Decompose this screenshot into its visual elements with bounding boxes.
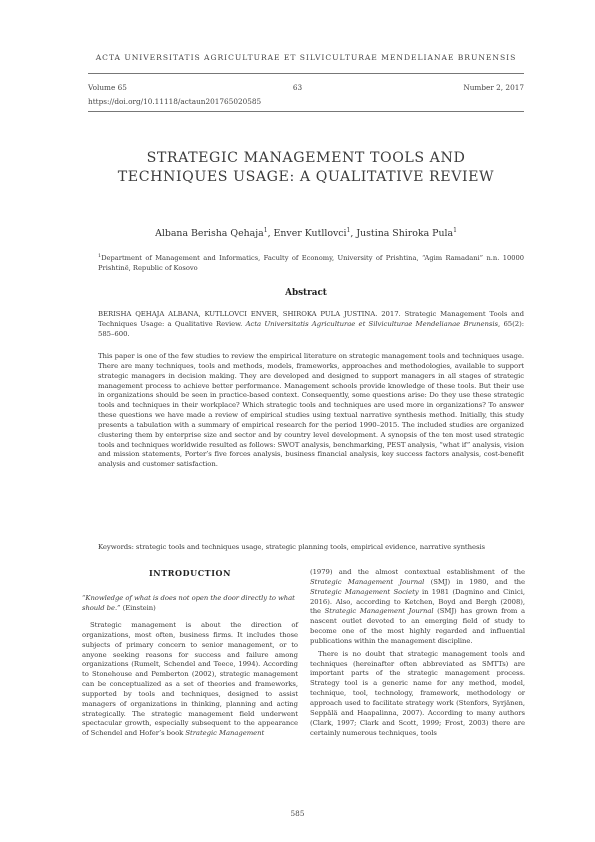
right-column — [310, 568, 525, 738]
affiliation-text: Department of Management and Informatics, Faculty of Economy, University of Prishtina, “Agim Ramadani” n.n. 10000 Prishtinë, Republic of Kosovo — [98, 254, 524, 273]
introduction-heading: INTRODUCTION — [148, 568, 232, 578]
citation — [98, 309, 524, 339]
article-title — [88, 149, 524, 187]
abstract-body: This paper is one of the few studies to review the empirical literature on strategic management tools and techniques usage. There are many techniques, tools and methods, models, frameworks, approaches and methodologies, available to support strategic managers in decision making. They are developed and designed to support managers in all stages of strategic management process to achieve better performance. Management schools provide knowledge of these tools. But their use in organizations should be seen in practice-based context. Consequently, some questions arise: Do they use these strategic tools and techniques in their workplace? Which strategic tools and techniques are used more in organizations? To answer these questions we have made a review of empirical studies using textual narrative synthesis method. Initially, this study presents a tabulation with a summary of empirical research for the period 1990–2015. The included studies are organized clustering them by enterprise size and sector and by country level development. A synopsis of the ten most used strategic tools and techniques worldwide resulted as follows: SWOT analysis, benchmarking, PEST analysis, “what if” analysis, vision and mission statements, Porter’s five forces analysis, business financial analysis, key success factors analysis, cost-benefit analysis and customer satisfaction. — [98, 352, 524, 469]
paragraph-text: Strategic management is about the direction of organizations, most often, business firms. It includes those subjects of primary concern to senior management, or to anyone seeking reasons for success and failure among organizations (Rumelt, Schendel and Teece, 1994). According to Stonehouse and Pemberton (2002), strategic management can be conceptualized as a set of theories and frameworks, supported by tools and techniques, designed to assist managers of organizations in thinking, planning and acting strategically. The strategic management field underwent spectacular growth, especially subsequent to the appearance of Schendel and Hofer’s book — [82, 621, 298, 738]
title-line-1: STRATEGIC MANAGEMENT TOOLS AND — [146, 150, 466, 166]
citation-authors: BERISHA QEHAJA ALBANA, KUTLLOVCI ENVER, SHIROKA PULA JUSTINA. 2017. Strategic Management Tools and Techniques Usage: a Qualitative Review. — [98, 310, 524, 328]
doi-link[interactable]: https://doi.org/10.11118/actaun201765020585 — [88, 97, 262, 106]
volume-label: Volume 65 — [88, 83, 127, 92]
header-rule-bottom — [88, 111, 524, 112]
epigraph-author: (Einstein) — [120, 604, 156, 612]
epigraph-quote: “Knowledge of what is does not open the door directly to what should be.” — [82, 594, 295, 612]
paragraph-text: (SMJ) in 1980, and the — [424, 577, 525, 586]
intro-paragraph-1-continued — [310, 568, 525, 647]
left-column — [82, 568, 298, 739]
journal-name: ACTA UNIVERSITATIS AGRICULTURAE ET SILVICULTURAE MENDELIANAE BRUNENSIS — [95, 53, 517, 62]
abstract-heading: Abstract — [285, 288, 327, 298]
issue-page-label: 63 — [292, 83, 303, 92]
author-affiliation-mark: 1 — [263, 227, 268, 234]
intro-paragraph-2: There is no doubt that strategic management tools and techniques (hereinafter often abbreviated as SMTTs) are important parts of the strategic management process. Strategy tool is a generic name for any method, model, technique, tool, technology, framework, methodology or approach used to facilitate strategy work (Stenfors, Syrjänen, Seppälä and Haapalinna, 2007). According to many authors (Clark, 1997; Clark and Scott, 1999; Frost, 2003) there are certainly numerous techniques, tools — [310, 649, 525, 737]
issue-number-label: Number 2, 2017 — [463, 83, 524, 92]
epigraph — [82, 593, 298, 613]
journal-title: Strategic Management Journal — [310, 577, 425, 586]
book-title: Strategic Management — [185, 729, 265, 738]
paragraph-text: (1979) and the almost contextual establishment of the — [310, 568, 525, 576]
page-number: 585 — [290, 809, 305, 818]
journal-title: Strategic Management Journal — [324, 607, 434, 616]
author-affiliation-mark: 1 — [453, 227, 457, 234]
author-name: Justina Shiroka Pula — [356, 228, 454, 240]
affiliation-mark: 1 — [98, 253, 102, 259]
author-name: Enver Kutllovci — [273, 228, 347, 240]
intro-paragraph-1 — [82, 621, 298, 739]
citation-journal: Acta Universitatis Agriculturae et Silviculturae Mendelianae Brunensis — [245, 320, 499, 328]
paragraph-text: in 1981 (Dagnino and Cinici, 2016). Also, according to Ketchen, Boyd and Bergh (2008), the — [310, 587, 525, 616]
society-title: Strategic Management Society — [310, 587, 419, 596]
author-affiliation-mark: 1 — [346, 227, 351, 234]
paragraph-text: (SMJ) has grown from a nascent outlet devoted to an emerging field of study to become one of the most highly regarded and influential publications within the management discipline. — [310, 607, 525, 645]
title-line-2: TECHNIQUES USAGE: A QUALITATIVE REVIEW — [117, 169, 495, 185]
header-rule-top — [88, 73, 524, 74]
keywords: Keywords: strategic tools and techniques usage, strategic planning tools, empirical evidence, narrative synthesis — [98, 543, 486, 551]
author-name: Albana Berisha Qehaja — [155, 228, 264, 240]
citation-tail: , 65(2): 585–600. — [98, 320, 524, 338]
author-list: Albana Berisha Qehaja$^1$, Enver Kutllovci$^1$, Justina Shiroka Pula$^1$ — [155, 227, 457, 240]
affiliation — [98, 251, 524, 273]
